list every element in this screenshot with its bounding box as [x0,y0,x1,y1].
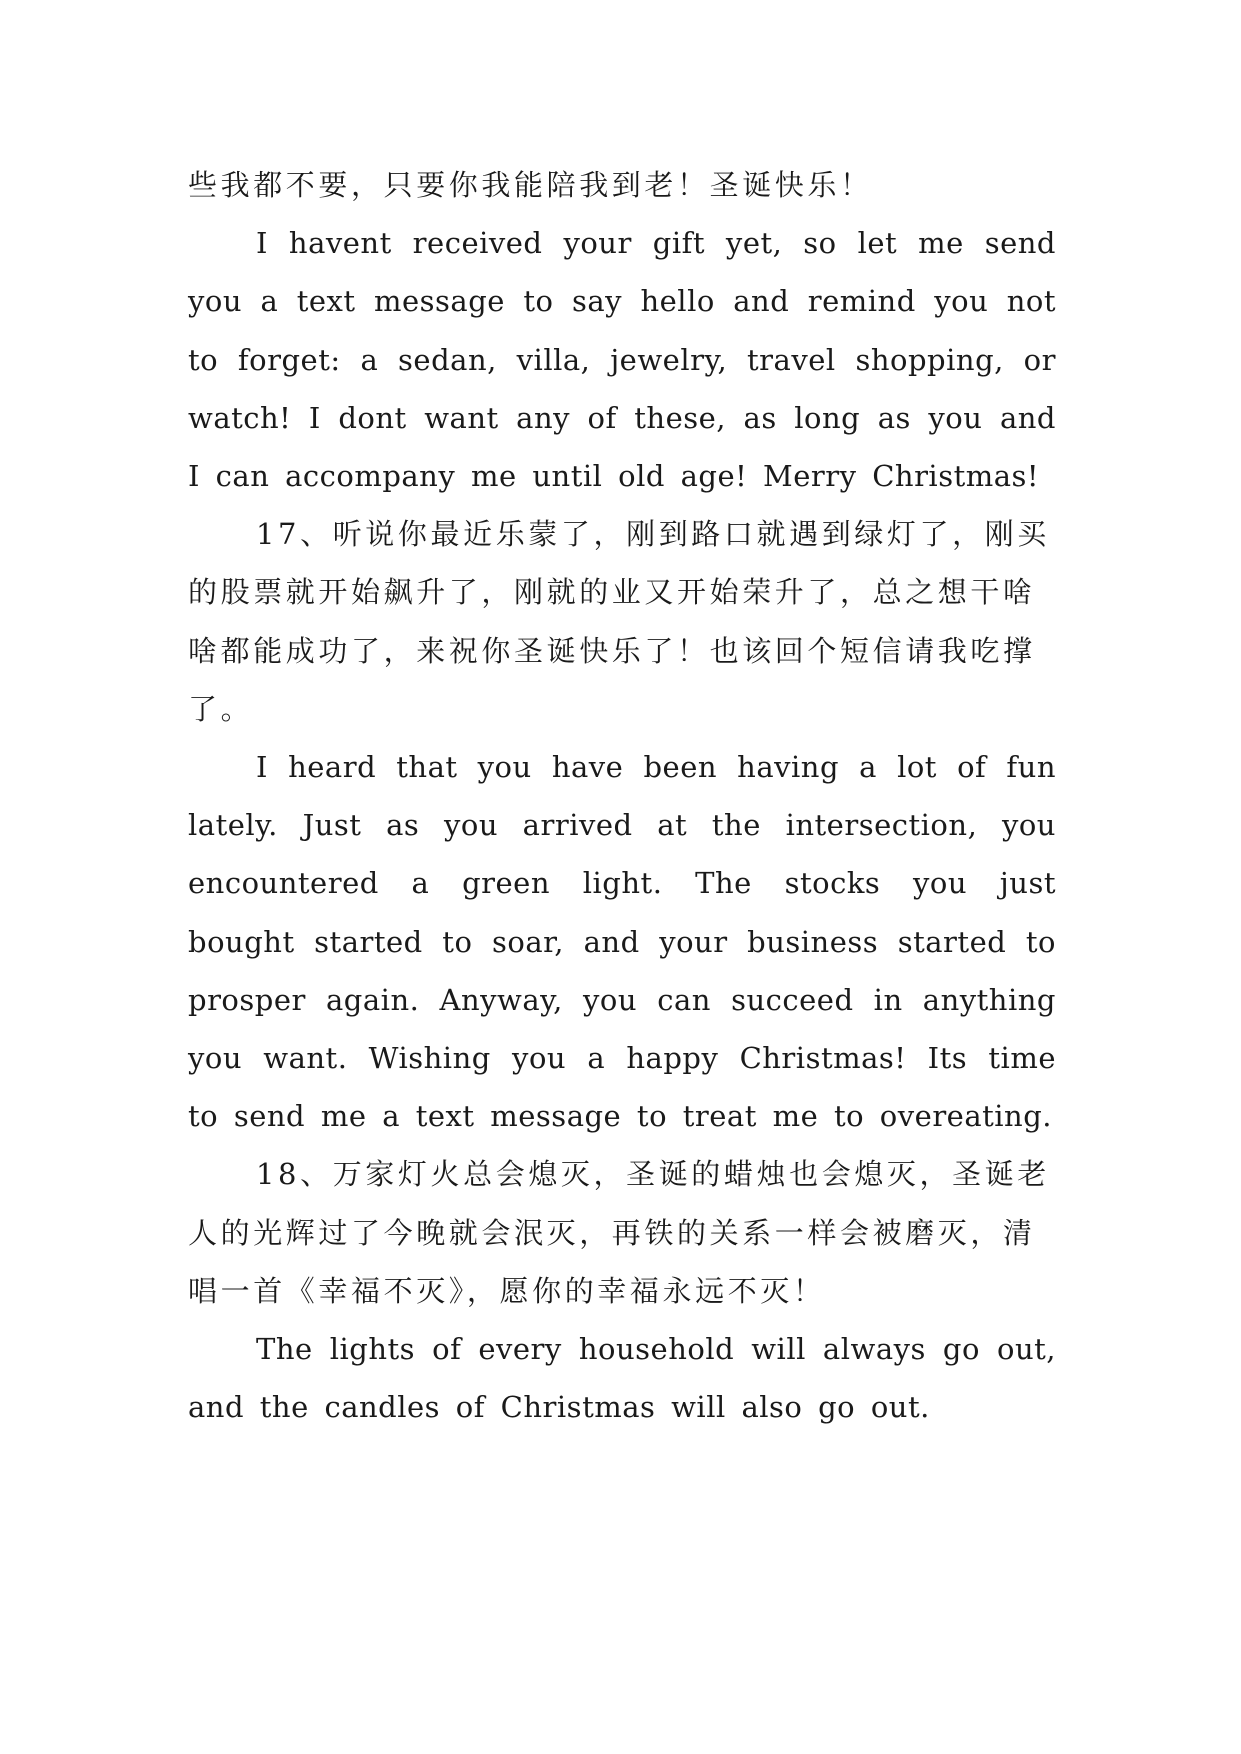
paragraph-english-fun: I heard that you have been having a lot of fun lately. Just as you arrived at the intersection, you encountered a green light. The stocks you just bought started to soar, and your business started to prosper again. Anyway, you can succeed in anything you want. Wishing you a happy Christmas! Its time to send me a text message to treat me to overeating. [188,750,1056,1134]
paragraph-chinese-17: 17、听说你最近乐蒙了，刚到路口就遇到绿灯了，刚买的股票就开始飙升了，刚就的业又开始荣升了，总之想干啥啥都能成功了，来祝你圣诞快乐了！也该回个短信请我吃撑了。 [188,517,1050,726]
paragraph-chinese-18: 18、万家灯火总会熄灭，圣诞的蜡烛也会熄灭，圣诞老人的光辉过了今晚就会泯灭，再铁的关系一样会被磨灭，清唱一首《幸福不灭》，愿你的幸福永远不灭！ [188,1157,1050,1308]
paragraph-english-gift: I havent received your gift yet, so let me send you a text message to say hello and remind you not to forget: a sedan, villa, jewelry, travel shopping, or watch! I dont want any of these, as long as you and I can accompany me until old age! Merry Christmas! [188,226,1056,494]
body-text [188,156,1056,1436]
paragraph-chinese-continuation: 些我都不要，只要你我能陪我到老！圣诞快乐！ [188,168,873,202]
paragraph-english-lights: The lights of every household will always go out, and the candles of Christmas will also go out. [188,1332,1056,1425]
